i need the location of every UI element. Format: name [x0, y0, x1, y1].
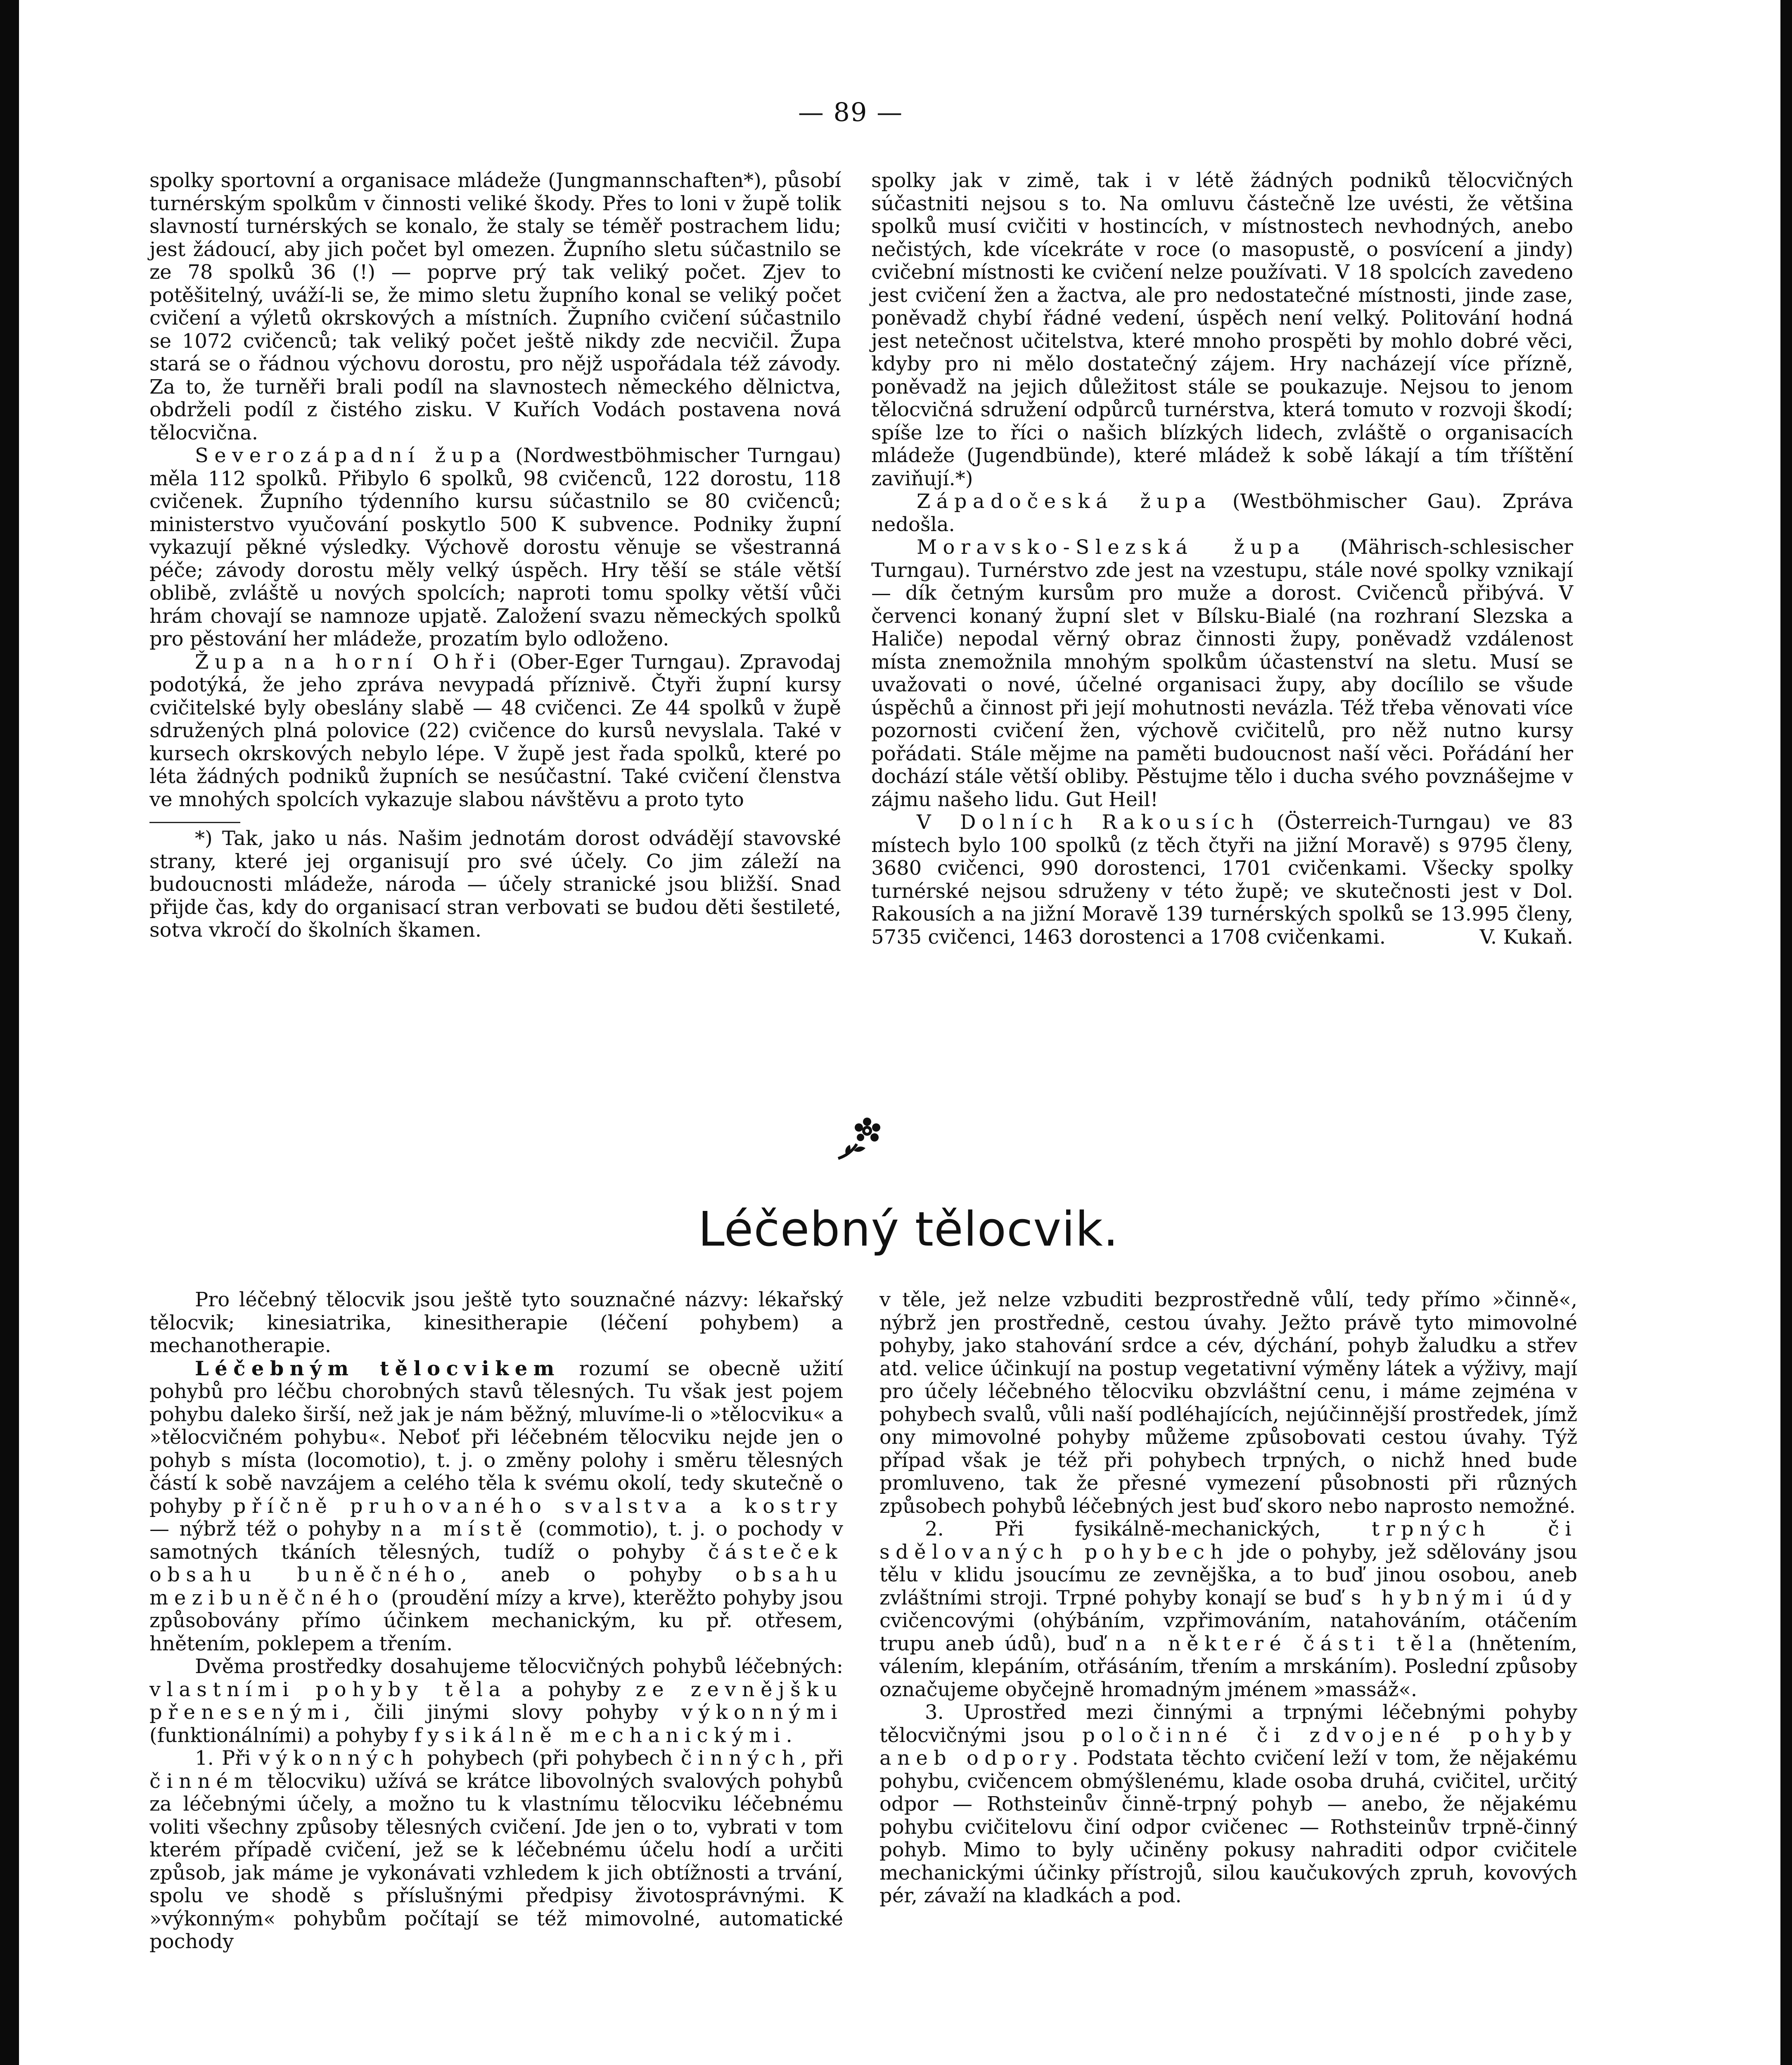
- emphasis: činných: [680, 1747, 801, 1770]
- emphasis: s hybnými údy: [1351, 1586, 1578, 1609]
- paragraph-text: cvičencovými (ohýbáním, vzpřimováním, natahováním, otáčením trupu aneb údů), buď: [879, 1609, 1577, 1655]
- emphasis: ze zevnějšku přenesenými: [149, 1678, 843, 1724]
- paragraph-text: Dvěma prostředky dosahujeme tělocvičných pohybů léčebných:: [195, 1655, 843, 1678]
- paragraph-text: , aneb o pohyby: [460, 1563, 735, 1586]
- page-number: — 89 —: [798, 97, 903, 127]
- emphasis: výkonnými: [681, 1701, 843, 1724]
- paragraph: spolky jak v zimě, tak i v létě žádných podniků tělocvičných súčastniti nejsou s to. Na omluvu částečně lze uvésti, že většina spolků musí cvičiti v hostincích, v místnostech nevhodných, anebo nečistých, kde vícekráte v roce (o masopustě, o posvícení a jindy) cvičební místnosti ke cvičení nelze používati. V 18 spolcích zavedeno jest cvičení žen a žactva, ale pro nedostatečné místnosti, jinde zase, poněvadž chybí řádné vedení, úspěch není velký. Politování hodná jest netečnost učitelstva, které mnoho prospěti by mohlo dobré věci, kdyby pro ni mělo dostatečný zájem. Hry nacházejí více přízně, poněvadž na jejich důležitost stále se poukazuje. Nejsou to jenom tělocvičná sdružení odpůrců turnérstva, která tomuto v rozvoji škodí; spíše lze to říci o našich blízkých lidech, zvláště o organisacích mládeže (Jugendbünde), které mládež k sobě lákají a tím tříštění zaviňují.*): [871, 169, 1573, 490]
- paragraph: [871, 490, 1573, 536]
- emphasis: výkonných: [258, 1747, 420, 1770]
- region-heading: Moravsko-Slezská župa: [917, 536, 1306, 559]
- paragraph-text: (Ober-Eger Turngau). Zpravodaj podotýká, že jeho zpráva nevypadá příznivě. Čtyři župní kursy cvičitelské byly obeslány slabě — 48 cvičenci. Ze 44 spolků v župě sdružených plná polovice (22) cvičence do kursů nevyslala. Také v kursech okrskových nebylo lépe. V župě jest řada spolků, které po léta žádných podniků župních se nesúčastní. Také cvičení členstva ve mnohých spolcích vykazuje slabou návštěvu a proto tyto: [149, 650, 841, 811]
- emphasis: Léčebným tělocvikem: [195, 1357, 560, 1380]
- paragraph: [149, 651, 841, 812]
- column-bottom-right: [879, 1289, 1577, 1908]
- emphasis: příčně pruhovaného svalstva a kostry: [233, 1494, 843, 1518]
- region-heading: Západočeská župa: [917, 490, 1212, 513]
- emphasis: obsahu mezibuněčného: [149, 1563, 843, 1609]
- paragraph-text: (Westböhmischer Gau). Zpráva nedošla.: [871, 490, 1573, 536]
- paragraph: spolky sportovní a organisace mládeže (Jungmannschaften*), působí turnérským spolkům v činnosti veliké škody. Přes to loni v župě tolik slavností turnérských se konalo, že staly se téměř postrachem lidu; jest žádoucí, aby jich počet byl omezen. Župního sletu súčastnilo se ze 78 spolků 36 (!) — poprve prý tak veliký počet. Zjev to potěšitelný, uváží-li se, že mimo sletu župního konal se veliký počet cvičení a výletů okrskových a místních. Župního cvičení súčastnilo se 1072 cvičenců; tak veliký počet ještě nikdy zde necvičil. Župa stará se o řádnou výchovu dorostu, pro nějž uspořádala též závody. Za to, že turněři brali podíl na slavnostech německého dělnictva, obdrželi podíl z čistého zisku. V Kuřích Vodách postavena nová tělocvična.: [149, 169, 841, 444]
- emphasis: na místě: [391, 1517, 528, 1540]
- paragraph-text: 3. Uprostřed mezi činnými a trpnými léčebnými pohyby tělocvičnými jsou: [879, 1701, 1577, 1747]
- emphasis: poločinné či zdvojené pohyby aneb odpory: [879, 1723, 1577, 1770]
- paragraph-text: . Podstata těchto cvičení leží v tom, že nějakému pohybu, cvičencem obmýšlenému, klade osoba druhá, cvičitel, určitý odpor — Rothsteinův činně-trpný pohyb — anebo, že nějakému pohybu cvičitelovu činí odpor cvičenec — Rothsteinův trpně-činný pohyb. Mimo to byly učiněny pokusy nahraditi odpor cvičitele mechanickými účinky přístrojů, silou kaučukových zpruh, kovových pér, závaží na kladkách a pod.: [879, 1747, 1577, 1907]
- paragraph-text: (commotio), t. j. o pochody v samotných tkáních tělesných, tudíž o pohyby: [149, 1517, 844, 1564]
- emphasis: fysikálně mechanickými: [414, 1723, 786, 1747]
- paragraph-text: pohybech (při pohybech: [419, 1747, 681, 1770]
- paragraph-text: .: [786, 1723, 792, 1747]
- paragraph-text: tělocviku) užívá se krátce libovolných svalových pohybů za léčebnými účely, a možno tu k vlastnímu tělocviku léčebnému voliti všechny způsoby tělesných cvičení. Jde jen o to, vybrati v tom kterém případě cvičení, jež se k léčebnému účelu hodí a určiti způsob, jak máme je vykonávati vzhledem k jich obtížnosti a trvání, spolu ve shodě s příslušnými předpisy životosprávnými. K »výkonným« pohybům počítají se též mimovolné, automatické pochody: [149, 1769, 843, 1953]
- paragraph-text: (hnětením, válením, klepáním, otřásáním, třením a mrskáním). Poslední způsoby označujeme obyčejně hromadným jménem »massáž«.: [879, 1632, 1578, 1701]
- paragraph: [879, 1518, 1577, 1701]
- region-heading: V Dolních Rakousích: [917, 811, 1260, 834]
- paragraph-text: (Österreich-Turngau) ve 83 místech bylo 100 spolků (z těch čtyři na jižní Moravě) s 9795 členy, 3680 cvičenci, 990 dorostenci, 1701 cvičenkami. Všecky spolky turnérské nejsou sdruženy v této župě; ve skutečnosti jest v Dol. Rakousích a na jižní Moravě 139 turnérských spolků se 13.995 členy, 5735 cvičenci, 1463 dorostenci a 1708 cvičenkami.: [871, 811, 1573, 949]
- paragraph: Pro léčebný tělocvik jsou ještě tyto souznačné názvy: lékařský tělocvik; kinesiatrika, kinesitherapie (léčení pohybem) a mechanotherapie.: [149, 1288, 843, 1357]
- paragraph-text: (funktionálními) a pohyby: [149, 1723, 415, 1747]
- paragraph-text: a pohyby: [506, 1678, 636, 1701]
- paragraph: [871, 811, 1573, 949]
- paragraph-text: , čili jinými slovy pohyby: [344, 1701, 682, 1724]
- footnote: *) Tak, jako u nás. Našim jednotám dorost odvádějí stavovské strany, které jej organisují pro své účely. Co jim záleží na budoucnosti mládeže, národa — účely stranické jsou bližší. Snad přijde čas, kdy do organisací stran verbovati se budou děti šestileté, sotva vkročí do školních škamen.: [149, 827, 841, 942]
- paragraph: [149, 444, 841, 651]
- column-top-right: [871, 169, 1573, 949]
- column-top-left: [149, 169, 841, 942]
- paragraph: v těle, jež nelze vzbuditi bezprostředně vůlí, tedy přímo »činně«, nýbrž jen prostředně, cestou úvahy. Ježto právě tyto mimovolné pohyby, jako stahování srdce a cév, dýchání, pohyb žaludku a střev atd. velice účinkují na postup vegetativní výměny látek a výživy, mají pro účely léčebného tělocviku obzvláštní cenu, i máme zejména v pohybech svalů, vůli naší podléhajících, nejúčinnější prostředek, jímž ony mimovolné pohyby můžeme způsobovati cestou úvahy. Týž případ však je též při pohybech trpných, o nichž hned bude promluveno, tak že přesné vymezení působnosti při různých způsobech pohybů léčebných jest buď skoro nebo naprosto nemožné.: [879, 1288, 1577, 1518]
- paragraph-text: jde o pohyby, jež sdělovány jsou tělu v klidu jsoucímu ze zevnějška, a to buď jinou osobou, aneb zvláštními stroji. Trpné pohyby konají se buď: [879, 1540, 1578, 1609]
- paragraph: [149, 1655, 843, 1747]
- paragraph: [149, 1358, 843, 1656]
- author-signature: V. Kukaň.: [1479, 925, 1573, 949]
- emphasis: na některé části těla: [1115, 1632, 1458, 1655]
- paragraph-text: (proudění mízy a krve), kterěžto pohyby jsou způsobovány přímo účinkem mechanickým, ku př. otřesem, hnětením, poklepem a třením.: [149, 1586, 843, 1655]
- emphasis: částeček obsahu buněčného: [149, 1540, 843, 1586]
- paragraph: [879, 1701, 1577, 1908]
- paragraph-text: (Mährisch-schlesischer Turngau). Turnérstvo zde jest na vzestupu, stále nové spolky vznikají — dík četným kursům pro muže a dorost. Cvičenců přibývá. V červenci konaný župní slet v Bílsku-Bialé (na rozhraní Slezska a Haliče) nepodal věrný obraz činnosti župy, poněvadž vzdálenost místa znemožnila mnohým spolkům účastenství na sletu. Musí se uvažovati o nové, účelné organisaci župy, aby docílilo se všude úspěchů a činnost při její mohutnosti nevázla. Též třeba věnovati více pozornosti cvičení žen, výchově cvičitelů, pro něž nutno kursy pořádati. Stále mějme na paměti budoucnost naší věci. Pořádání her dochází stále větší obliby. Pěstujme tělo i ducha svého povznášejme v zájmu našeho lidu. Gut Heil!: [871, 536, 1573, 811]
- paragraph-text: , při: [800, 1747, 844, 1770]
- region-heading: Župa na horní Ohři: [195, 650, 502, 674]
- emphasis: činném: [149, 1769, 259, 1793]
- paragraph: [149, 1747, 843, 1953]
- footnote-divider: [149, 822, 240, 823]
- paragraph: [871, 536, 1573, 811]
- paragraph-text: 1. Při: [195, 1747, 259, 1770]
- paragraph-text: 2. Při fysikálně-mechanických,: [925, 1517, 1372, 1540]
- section-title: Léčebný tělocvik.: [698, 1202, 1119, 1257]
- emphasis: vlastními pohyby těla: [149, 1678, 507, 1701]
- paragraph-text: — nýbrž též o pohyby: [149, 1517, 391, 1540]
- column-bottom-left: [149, 1289, 843, 1953]
- flower-ornament-icon: [834, 1115, 888, 1165]
- paragraph-text: rozumí se obecně užití pohybů pro léčbu chorobných stavů tělesných. Tu však jest pojem pohybu daleko širší, než jak je nám běžný, mluvíme-li o »tělocviku« a »tělocvičném pohybu«. Neboť při léčebném tělocviku nejde jen o pohyb s místa (locomotio), t. j. o změny polohy i směru tělesných částí k sobě navzájem a celého těla k svému okolí, tedy skutečně o pohyby: [149, 1357, 843, 1518]
- emphasis: trpných či sdělovaných pohybech: [879, 1517, 1577, 1564]
- region-heading: Severozápadní župa: [195, 444, 507, 467]
- paragraph-text: (Nordwestböhmischer Turngau) měla 112 spolků. Přibylo 6 spolků, 98 cvičenců, 122 dorostu, 118 cvičenek. Župního týdenního kursu súčastnilo se 80 cvičenců; ministerstvo vyučování poskytlo 500 K subvence. Podniky župní vykazují pěkné výsledky. Výchově dorostu věnuje se všestranná péče; závody dorostu měly velký úspěch. Hry těší se stále větší oblibě, zvláště u nových spolcích; naproti tomu spolky větší vůči hrám chovají se namnoze upjatě. Založení svazu německých spolků pro pěstování her mládeže, prozatím bylo odloženo.: [149, 444, 841, 650]
